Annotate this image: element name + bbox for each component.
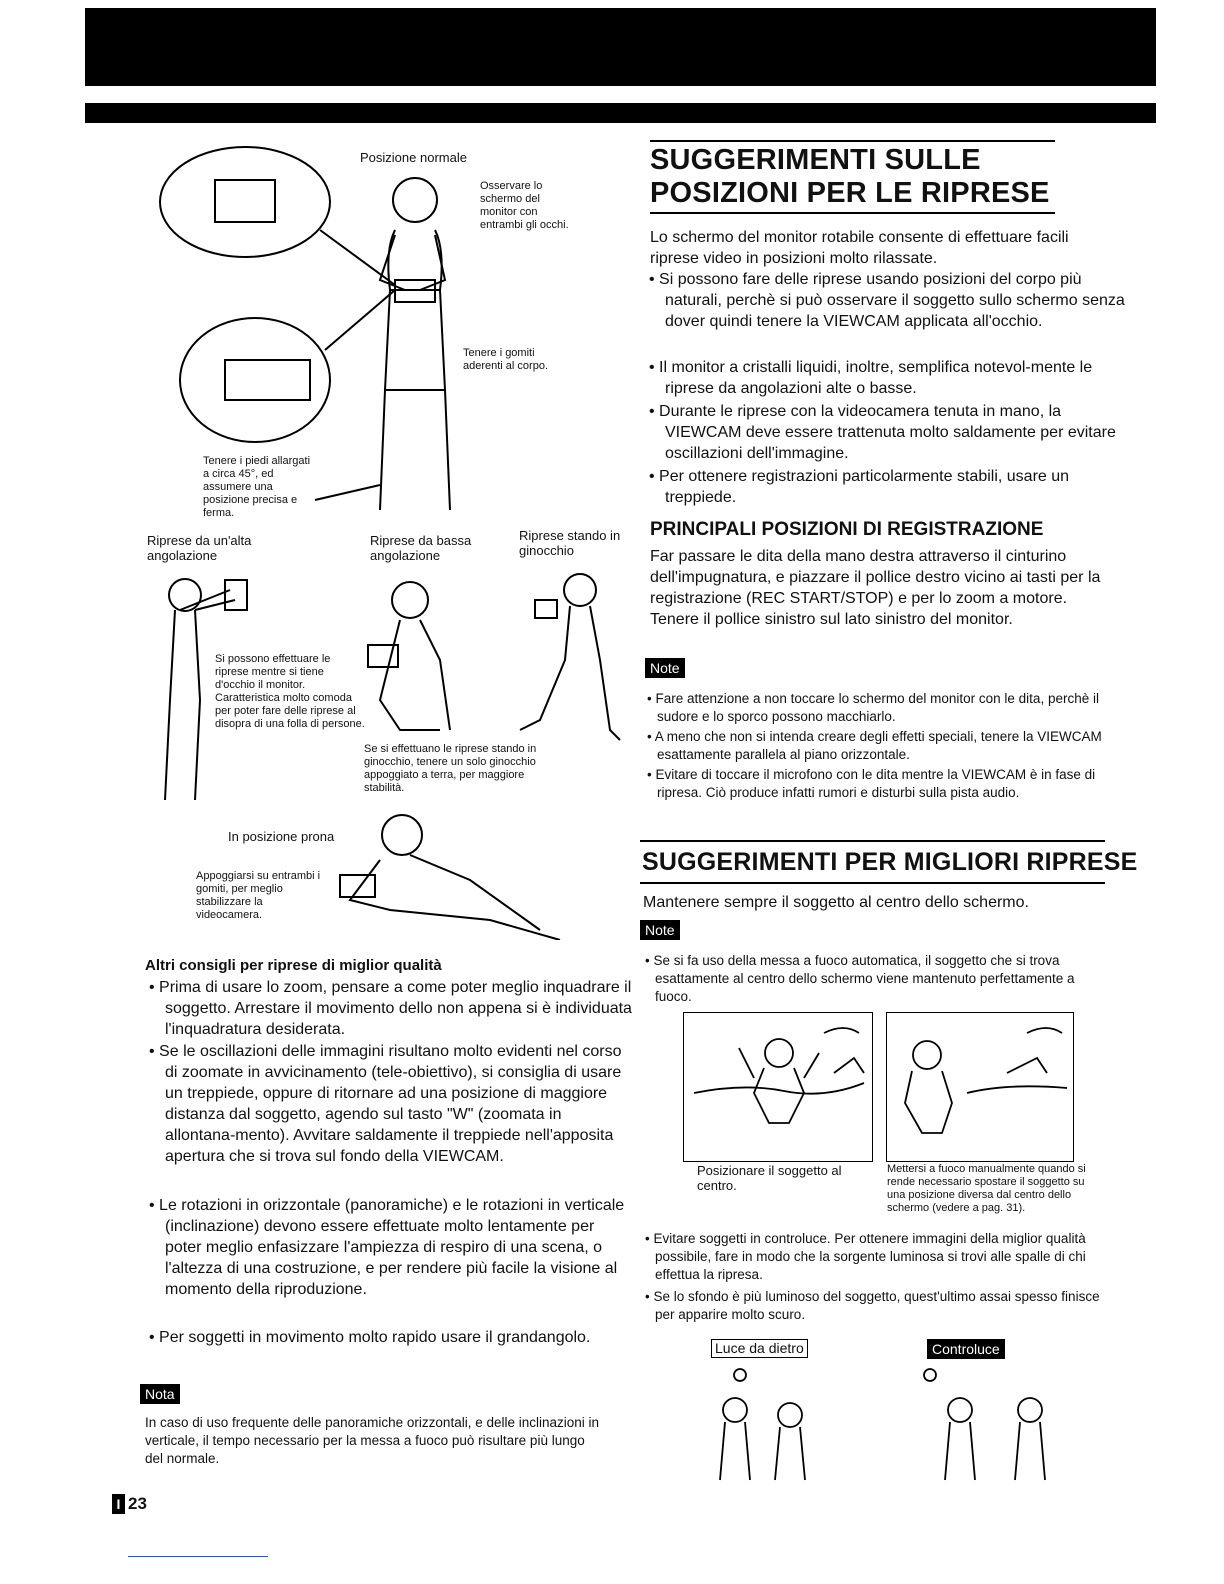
figure-controluce xyxy=(905,1360,1085,1490)
left-heading: Altri consigli per riprese di miglior qualità xyxy=(145,957,442,974)
title2-rule-bottom xyxy=(640,882,1105,884)
standing-head xyxy=(393,178,437,222)
header-bar xyxy=(85,8,1156,86)
figure-backlight xyxy=(680,1360,860,1490)
footer-rule xyxy=(128,1556,268,1557)
caption-manual: Mettersi a fuoco manualmente quando si rende necessario spostare il soggetto su una posizione diversa dal centro dello schermo (vedere a pag. 31). xyxy=(887,1163,1086,1214)
label-prone: In posizione prona xyxy=(228,829,335,844)
centered-subject-head xyxy=(765,1039,793,1067)
label-kneeling: Riprese stando in ginocchio xyxy=(519,528,621,558)
backlight-person1-body xyxy=(720,1422,750,1480)
backlight-person1-head xyxy=(723,1398,747,1422)
offcenter-subject-body xyxy=(905,1071,952,1133)
note1-item-2: • A meno che non si intenda creare degli effetti speciali, tenere la VIEWCAM esattamente parallela al piano orizzontale. xyxy=(647,729,1102,762)
title2-rule-top xyxy=(640,840,1105,842)
figure-subject-offcenter xyxy=(886,1012,1074,1162)
backlight-bullet-2: • Se lo sfondo è più luminoso del soggetto, quest'ultimo assai spesso finisce per apparire molto scuro. xyxy=(645,1289,1100,1322)
left-bullet-1: • Prima di usare lo zoom, pensare a come poter meglio inquadrare il soggetto. Arrestare il movimento dello non appena si è individuata l'inquadratura desiderata. xyxy=(149,979,632,1038)
page-number: 23 xyxy=(128,1494,147,1513)
figure-subject-centered xyxy=(683,1012,873,1162)
grip-detail-camera xyxy=(225,360,310,400)
centered-subject-body xyxy=(739,1048,819,1123)
nota-text: In caso di uso frequente delle panoramiche orizzontali, e delle inclinazioni in verticale, il tempo necessario per la messa a fuoco può risultare più lungo del normale. xyxy=(145,1415,600,1466)
label-above-crowd: Si possono effettuare le riprese mentre si tiene d'occhio il monitor. Caratteristica molto comoda per poter fare delle riprese al disopra di una folla di persone. xyxy=(215,653,365,730)
centered-scene xyxy=(694,1028,864,1094)
kneeling-camera xyxy=(535,600,557,618)
label-feet: Tenere i piedi allargati a circa 45°, ed assumere una posizione precisa e ferma. xyxy=(203,455,311,519)
note1-item-3: • Evitare di toccare il microfono con le dita mentre la VIEWCAM è in fase di ripresa. Ciò produce infatti rumori e disturbi sulla pista audio. xyxy=(647,767,1096,800)
title1-line2: POSIZIONI PER LE RIPRESE xyxy=(650,177,1050,209)
controluce-person1-body xyxy=(945,1422,975,1480)
kneeling-head xyxy=(564,574,596,606)
monitor-detail-circle xyxy=(160,147,330,257)
offcenter-scene xyxy=(967,1028,1067,1093)
low-angle-figure xyxy=(380,620,450,730)
label-normal-position: Posizione normale xyxy=(360,150,467,165)
label-high-angle: Riprese da un'alta angolazione xyxy=(147,533,252,563)
nota-badge: Nota xyxy=(140,1384,180,1404)
center-text: Mantenere sempre il soggetto al centro dello schermo. xyxy=(643,894,1029,911)
prone-figure xyxy=(350,855,560,940)
controluce-sun xyxy=(924,1369,936,1381)
label-observe-monitor: Osservare lo schermo del monitor con entrambi gli occhi. xyxy=(480,180,569,231)
controluce-person2-body xyxy=(1015,1422,1045,1480)
section-marker: I xyxy=(112,1494,125,1514)
high-angle-head xyxy=(169,579,201,611)
title2: SUGGERIMENTI PER MIGLIORI RIPRESE xyxy=(642,848,1138,876)
backlight-person2-head xyxy=(778,1403,802,1427)
grip-detail-circle xyxy=(180,318,330,442)
prone-head xyxy=(382,815,422,855)
low-angle-head xyxy=(392,582,428,618)
header-rule xyxy=(85,103,1156,123)
offcenter-subject-head xyxy=(913,1041,941,1069)
backlight-label: Luce da dietro xyxy=(711,1339,808,1358)
kneeling-figure xyxy=(520,606,620,740)
high-angle-camera xyxy=(225,580,247,610)
right-bullet-3: • Durante le riprese con la videocamera tenuta in mano, la VIEWCAM deve essere trattenuta molto saldamente per evitare oscillazioni dell'immagine. xyxy=(649,403,1116,462)
controluce-person2-head xyxy=(1018,1398,1042,1422)
note1-item-1: • Fare attenzione a non toccare lo schermo del monitor con le dita, perchè il sudore e lo sporco possono macchiarlo. xyxy=(647,691,1099,724)
subtitle-recording-positions: PRINCIPALI POSIZIONI DI REGISTRAZIONE xyxy=(650,519,1044,540)
caption-center: Posizionare il soggetto al centro. xyxy=(697,1163,842,1193)
monitor-detail-camera xyxy=(215,180,275,222)
title1-rule-bottom xyxy=(650,212,1055,214)
left-bullet-3: • Le rotazioni in orizzontale (panoramiche) e le rotazioni in verticale (inclinazione) devono essere effettuate molto lentamente per poter meglio enfasizzare l'ampiezza di respiro di una scena, o l'altezza di una costruzione, e per rendere più facile la visione al momento della riproduzione. xyxy=(149,1197,625,1298)
label-prone-note: Appoggiarsi su entrambi i gomiti, per meglio stabilizzare la videocamera. xyxy=(196,870,321,921)
right-bullet-2: • Il monitor a cristalli liquidi, inoltre, semplifica notevol-mente le riprese da angolazioni alte o basse. xyxy=(649,359,1093,397)
detail-leader-top xyxy=(320,230,395,285)
left-bullet-2: • Se le oscillazioni delle immagini risultano molto evidenti nel corso di zoomate in avvicinamento (tele-obiettivo), si consiglia di usare un treppiede, oppure di ritornare ad una posizione di maggiore distanza dal soggetto, agendo sul tasto "W" (zoomata in allontana-mento). Avvitare saldamente il treppiede nell'apposita apertura che si trova sul fondo della VIEWCAM. xyxy=(149,1043,622,1165)
note2-item-1: • Se si fa uso della messa a fuoco automatica, il soggetto che si trova esattamente al centro dello schermo viene mantenuto perfettamente a fuoco. xyxy=(645,953,1075,1004)
intro-text: Lo schermo del monitor rotabile consente di effettuare facili riprese video in posizioni molto rilassate. xyxy=(650,229,1069,267)
recording-positions-text: Far passare le dita della mano destra attraverso il cinturino dell'impugnatura, e piazzare il pollice destro vicino ai tasti per la registrazione (REC START/STOP) e per lo zoom a motore. Tenere il pollice sinistro sul lato sinistro del monitor. xyxy=(650,548,1101,628)
title1-rule-top xyxy=(650,140,1055,142)
prone-camera xyxy=(340,875,375,897)
backlight-bullet-1: • Evitare soggetti in controluce. Per ottenere immagini della miglior qualità possibile, fare in modo che la sorgente luminosa si trovi alle spalle di chi effettua la ripresa. xyxy=(645,1231,1086,1282)
label-kneeling-note: Se si effettuano le riprese stando in ginocchio, tenere un solo ginocchio appoggiato a terra, per maggiore stabilità. xyxy=(364,743,537,794)
detail-leader-mid xyxy=(325,290,395,350)
right-bullet-4: • Per ottenere registrazioni particolarmente stabili, usare un treppiede. xyxy=(649,468,1070,506)
label-elbows: Tenere i gomiti aderenti al corpo. xyxy=(463,347,548,372)
controluce-person1-head xyxy=(948,1398,972,1422)
controluce-label: Controluce xyxy=(927,1339,1005,1359)
label-low-angle: Riprese da bassa angolazione xyxy=(370,533,472,563)
standing-body xyxy=(380,230,450,510)
note-badge-2: Note xyxy=(640,920,680,940)
backlight-sun xyxy=(734,1369,746,1381)
left-bullet-4: • Per soggetti in movimento molto rapido usare il grandangolo. xyxy=(149,1329,591,1346)
backlight-person2-body xyxy=(775,1427,805,1480)
note-badge-1: Note xyxy=(645,658,685,678)
right-bullet-1: • Si possono fare delle riprese usando posizioni del corpo più naturali, perchè si può osservare il soggetto sullo schermo senza dover quindi tenere la VIEWCAM applicata all'occhio. xyxy=(649,271,1125,330)
feet-leader xyxy=(315,485,380,500)
title1-line1: SUGGERIMENTI SULLE xyxy=(650,144,981,176)
